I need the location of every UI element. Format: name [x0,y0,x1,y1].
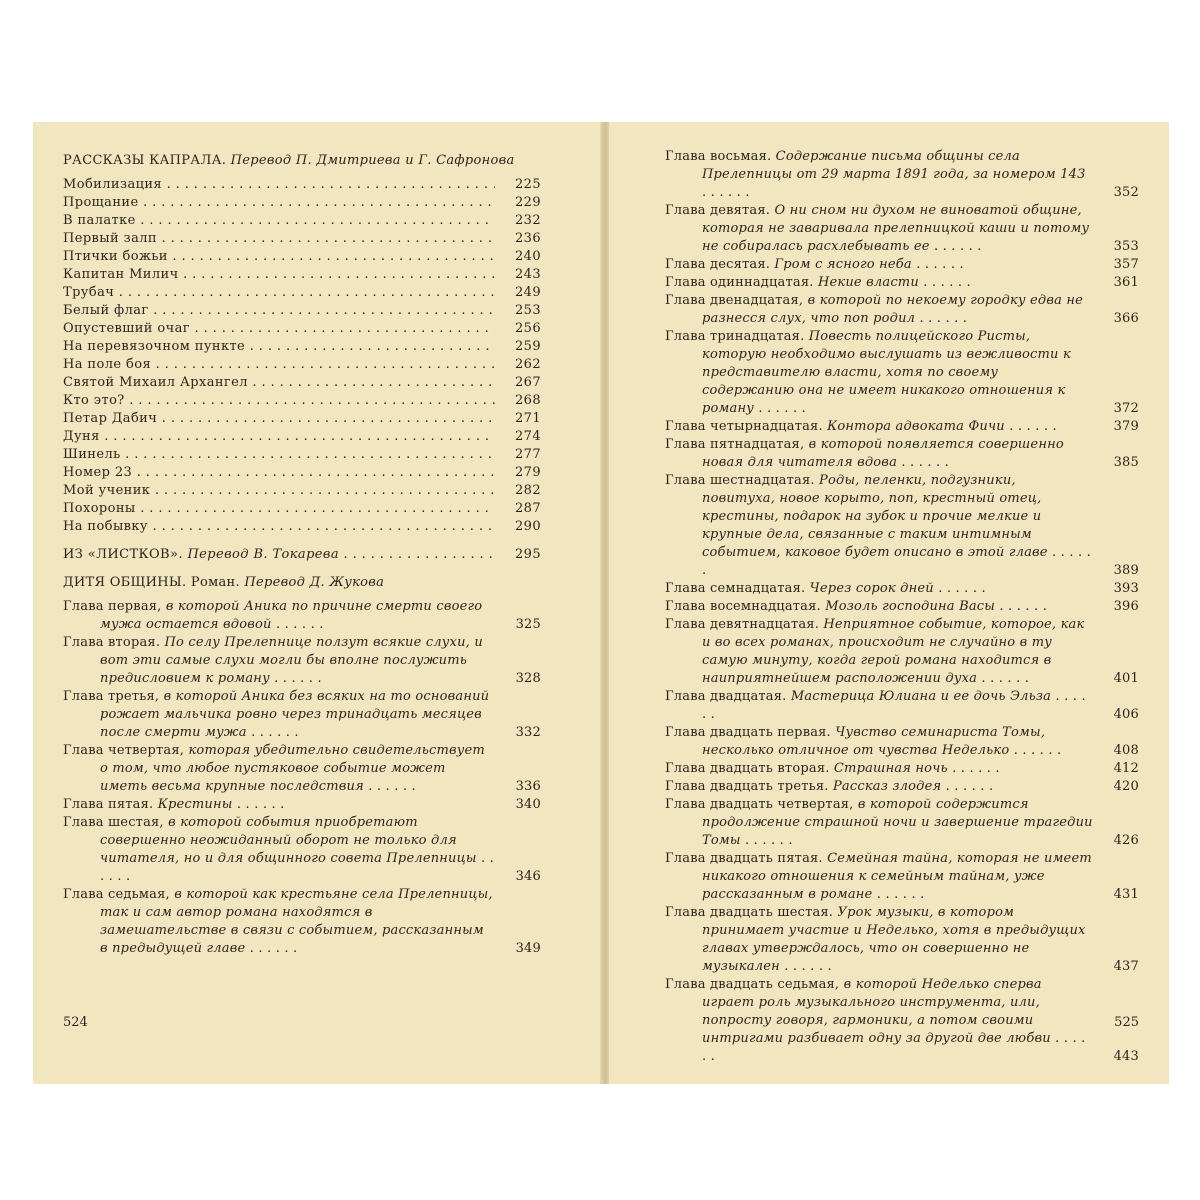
page-number: 328 [515,671,541,686]
chapter-label: Глава двадцать третья. [665,779,829,794]
chapter-label: Глава девятнадцатая. [665,617,820,632]
chapter-entry [665,256,1139,274]
entry-title: Мой ученик . . [63,482,495,500]
chapter-list [665,148,1139,1066]
page-number: 259 [514,339,541,354]
page-number: 406 [1113,707,1139,722]
chapter-title: Урок музыки, в котором принимает участие и Неделько, хотя в предыдущих главах утверждалось, что он совершенно не музыкален [702,905,1086,974]
toc-entry [63,176,541,194]
chapter-label: Глава тринадцатая. [665,329,805,344]
page-number: 431 [1113,887,1139,902]
left-page [33,122,603,1084]
chapter-text: Глава двадцать пятая. Семейная тайна, которая не имеет никакого отношения к семейным тайнам, уже рассказанным в романе . . . . . . [665,851,1092,902]
page-number: 279 [514,465,541,480]
chapter-title: Контора адвоката Фичи [827,419,1005,434]
chapter-title: Рассказ злодея [832,779,942,794]
chapter-title: О ни сном ни духом не виноватой общине, которая не заваривала прелепницкой каши и потому не собиралась расхлебывать ее [702,203,1090,254]
chapter-label: Глава двенадцатая, [665,293,804,308]
page-number: 325 [515,617,541,632]
chapter-entry [63,634,541,688]
page-number: 267 [514,375,541,390]
section-genre: Роман. [190,575,240,590]
toc-entry [63,500,541,518]
page-number: 426 [1113,833,1139,848]
toc-entry [63,410,541,428]
chapter-title: в которой появляется совершенно новая для читателя вдова [702,437,1064,470]
chapter-title: в которой события приобретают совершенно неожиданный оборот не только для читателя, но и для общинного совета Прелепницы [100,815,477,866]
chapter-entry [63,886,541,958]
chapter-title: Гром с ясного неба [774,257,912,272]
entry-title: Мобилизация . . [63,176,495,194]
chapter-title: в которой Неделько сперва играет роль музыкального инструмента, или, попросту говоря, гармоники, а потом своими интригами разбивает одну за другой две любви [702,977,1051,1046]
chapter-title: Через сорок дней [809,581,934,596]
section-translator: Перевод В. Токарева [187,547,340,562]
page-number: 379 [1113,419,1139,434]
page-number: 443 [1113,1049,1139,1064]
page-number: 437 [1113,959,1139,974]
entry-title: Петар Дабич . . [63,410,495,428]
chapter-text: Глава шестнадцатая. Роды, пеленки, подгузники, повитуха, новое корыто, поп, крестный отец, крестины, подарок на зубок и прочие мелкие и крупные дела, связанные с таким интимным событием, каковое будет описано в этой главе . . . . . . [665,473,1092,578]
chapter-entry [665,616,1139,688]
chapter-text: Глава семнадцатая. Через сорок дней . . . . . . [665,581,986,596]
toc-entry [63,248,541,266]
chapter-label: Глава двадцать шестая. [665,905,834,920]
page-number: 236 [514,231,541,246]
section-iz-listkov [63,546,541,564]
chapter-text: Глава тринадцатая. Повесть полицейского Ристы, которую необходимо выслушать из вежливости к представителю власти, хотя по своему содержанию она не имеет никакого отношения к роману . . . . . . [665,329,1071,416]
chapter-text: Глава восемнадцатая. Мозоль господина Васы . . . . . . [665,599,1048,614]
toc-entry [63,320,541,338]
chapter-text: Глава четвертая, которая убедительно свидетельствует о том, что любое пустяковое событие может иметь весьма крупные последствия . . . . . . [63,743,485,794]
entry-title: Опустевший очаг . . [63,320,495,338]
toc-entry [63,230,541,248]
section-translator: Перевод Д. Жукова [244,575,385,590]
page-number: 336 [515,779,541,794]
page-number: 287 [514,501,541,516]
chapter-text: Глава десятая. Гром с ясного неба . . . . . . [665,257,964,272]
page-number: 340 [515,797,541,812]
entry-title: Святой Михаил Архангел . . [63,374,495,392]
chapter-entry [665,598,1139,616]
chapter-entry [665,724,1139,760]
entry-title: В палатке . . [63,212,495,230]
page-folio: 525 [1114,1015,1139,1030]
toc-entry [63,428,541,446]
page-number: 349 [515,941,541,956]
chapter-entry [665,796,1139,850]
chapter-label: Глава четвертая, [63,743,185,758]
page-number: 249 [514,285,541,300]
chapter-entry [665,328,1139,418]
chapter-label: Глава восьмая. [665,149,772,164]
toc-entry [63,338,541,356]
page-number: 225 [514,177,541,192]
page-number: 240 [514,249,541,264]
chapter-entry [665,148,1139,202]
chapter-title: в которой как крестьяне села Прелепницы, так и сам автор романа находятся в замешательстве в связи с событием, рассказанным в предыдущей главе [100,887,493,956]
chapter-label: Глава первая, [63,599,162,614]
entry-title: Птички божьи . . [63,248,495,266]
page-number: 352 [1113,185,1139,200]
entry-title: Дуня . . [63,428,495,446]
chapter-label: Глава пятнадцатая, [665,437,805,452]
page-number: 229 [514,195,541,210]
chapter-entry [63,796,541,814]
entry-title: Прощание . . [63,194,495,212]
chapter-label: Глава двадцать вторая. [665,761,830,776]
page-number: 357 [1113,257,1139,272]
toc-entry [63,194,541,212]
right-page [609,122,1169,1084]
chapter-entry [665,436,1139,472]
chapter-text: Глава шестая, в которой события приобретают совершенно неожиданный оборот не только для читателя, но и для общинного совета Прелепницы . . . . . . [63,815,495,884]
entry-title: Капитан Милич . . [63,266,495,284]
chapter-list [63,598,541,958]
chapter-title: Неприятное событие, которое, как и во всех романах, происходит не случайно в ту самую минуту, когда герой романа находится в наиприятнейшем расположении духа [702,617,1085,686]
toc-entry [63,212,541,230]
chapter-text: Глава пятая. Крестины . . . . . . [63,797,285,812]
chapter-text: Глава четырнадцатая. Контора адвоката Фичи . . . . . . [665,419,1057,434]
page-number: 346 [515,869,541,884]
chapter-text: Глава одиннадцатая. Некие власти . . . . . . [665,275,971,290]
entry-title: Шинель . . [63,446,495,464]
chapter-label: Глава шестнадцатая. [665,473,815,488]
toc-entry [63,302,541,320]
chapter-title: Страшная ночь [833,761,948,776]
chapter-entry [665,418,1139,436]
toc-entry [63,284,541,302]
section-translator: Перевод П. Дмитриева и Г. Сафронова [230,153,515,168]
chapter-text: Глава вторая. По селу Прелепнице ползут всякие слухи, и вот эти самые слухи могли бы вполне послужить предисловием к роману . . . . . . [63,635,483,686]
chapter-entry [63,688,541,742]
page-number: 389 [1113,563,1139,578]
chapter-label: Глава двадцатая. [665,689,787,704]
page-number: 361 [1113,275,1139,290]
chapter-text: Глава двадцатая. Мастерица Юлиана и ее дочь Эльза . . . . . . [665,689,1086,722]
chapter-title: Семейная тайна, которая не имеет никакого отношения к семейным тайнам, уже рассказанным в романе [702,851,1092,902]
chapter-title: в которой Аника без всяких на то оснований рожает мальчика ровно через тринадцать месяцев после смерти мужа [100,689,490,740]
chapter-label: Глава девятая. [665,203,771,218]
chapter-label: Глава седьмая, [63,887,170,902]
story-list [63,176,541,536]
toc-entry [63,482,541,500]
chapter-label: Глава двадцать первая. [665,725,831,740]
page-number: 290 [514,519,541,534]
chapter-title: Повесть полицейского Ристы, которую необходимо выслушать из вежливости к представителю власти, хотя по своему содержанию она не имеет никакого отношения к роману [702,329,1071,416]
chapter-entry [665,688,1139,724]
page-number: 372 [1113,401,1139,416]
page-number: 412 [1113,761,1139,776]
chapter-text: Глава седьмая, в которой как крестьяне села Прелепницы, так и сам автор романа находятся в замешательстве в связи с событием, рассказанным в предыдущей главе . . . . . . [63,887,493,956]
chapter-title: По селу Прелепнице ползут всякие слухи, и вот эти самые слухи могли бы вполне послужить предисловием к роману [100,635,483,686]
page-number: 268 [514,393,541,408]
section-title: ИЗ «ЛИСТКОВ». [63,547,183,562]
chapter-text: Глава пятнадцатая, в которой появляется совершенно новая для читателя вдова . . . . . . [665,437,1064,470]
toc-entry [63,356,541,374]
chapter-entry [63,814,541,886]
chapter-label: Глава шестая, [63,815,164,830]
toc-entry [63,374,541,392]
chapter-title: в которой по некоему городку едва не разнесся слух, что поп родил [702,293,1084,326]
chapter-label: Глава четырнадцатая. [665,419,823,434]
chapter-label: Глава третья, [63,689,160,704]
chapter-entry [665,904,1139,976]
chapter-label: Глава пятая. [63,797,154,812]
chapter-entry [665,274,1139,292]
chapter-entry [665,760,1139,778]
chapter-title: Роды, пеленки, подгузники, повитуха, новое корыто, поп, крестный отец, крестины, подарок на зубок и прочие мелкие и крупные дела, связанные с таким интимным событием, каковое будет описано в этой главе [702,473,1048,560]
chapter-entry [665,472,1139,580]
entry-title: На побывку . . [63,518,495,536]
chapter-title: Содержание письма общины села Прелепницы от 29 марта 1891 года, за номером 143 [702,149,1086,182]
chapter-title: в которой содержится продолжение страшной ночи и завершение трагедии Томы [702,797,1093,848]
chapter-label: Глава вторая. [63,635,161,650]
page-number: 401 [1113,671,1139,686]
toc-entry [63,392,541,410]
toc-entry [63,266,541,284]
chapter-entry [63,742,541,796]
chapter-entry [665,292,1139,328]
chapter-text: Глава двадцать вторая. Страшная ночь . . . . . . [665,761,1000,776]
entry-title: Первый залп . . [63,230,495,248]
chapter-entry [665,202,1139,256]
chapter-title: Мозоль господина Васы [825,599,996,614]
chapter-title: Некие власти [817,275,919,290]
entry-title: Белый флаг . . [63,302,495,320]
chapter-label: Глава двадцать четвертая, [665,797,854,812]
page-number: 396 [1113,599,1139,614]
chapter-entry [665,580,1139,598]
entry-title: Трубач . . [63,284,495,302]
chapter-text: Глава восьмая. Содержание письма общины села Прелепницы от 29 марта 1891 года, за номером 143 . . . . . . [665,149,1086,200]
chapter-label: Глава десятая. [665,257,771,272]
page-number: 262 [514,357,541,372]
chapter-text: Глава двадцать шестая. Урок музыки, в котором принимает участие и Неделько, хотя в предыдущих главах утверждалось, что он совершенно не музыкален . . . . . . [665,905,1086,974]
chapter-label: Глава восемнадцатая. [665,599,821,614]
chapter-label: Глава одиннадцатая. [665,275,814,290]
chapter-entry [63,598,541,634]
section-ditya-obshchiny [63,574,541,592]
chapter-label: Глава двадцать седьмая, [665,977,840,992]
chapter-label: Глава двадцать пятая. [665,851,823,866]
page-number: 393 [1113,581,1139,596]
page-folio: 524 [63,1015,88,1030]
section-title: РАССКАЗЫ КАПРАЛА. [63,153,227,168]
page-number: 232 [514,213,541,228]
entry-title: Кто это? . . [63,392,495,410]
entry-title: Похороны . . [63,500,495,518]
chapter-title: которая убедительно свидетельствует о том, что любое пустяковое событие может иметь весьма крупные последствия [100,743,485,794]
chapter-title: в которой Аника по причине смерти своего мужа остается вдовой [100,599,483,632]
page-number: 295 [514,547,541,562]
chapter-text: Глава двадцать первая. Чувство семинариста Томы, несколько отличное от чувства Неделько . . . . . . [665,725,1062,758]
entry-title: На перевязочном пункте . . [63,338,495,356]
chapter-title: Чувство семинариста Томы, несколько отличное от чувства Неделько [702,725,1046,758]
chapter-title: Крестины [157,797,233,812]
chapter-label: Глава семнадцатая. [665,581,806,596]
page-number: 353 [1113,239,1139,254]
section-title: ДИТЯ ОБЩИНЫ. [63,575,187,590]
page-number: 282 [514,483,541,498]
toc-entry [63,518,541,536]
section-rasskazy-kaprala [63,152,541,170]
page-number: 277 [514,447,541,462]
chapter-text: Глава девятая. О ни сном ни духом не виноватой общине, которая не заваривала прелепницкой каши и потому не собиралась расхлебывать ее . . . . . . [665,203,1090,254]
entry-title: На поле боя . . [63,356,495,374]
page-number: 408 [1113,743,1139,758]
page-number: 243 [514,267,541,282]
chapter-entry [665,850,1139,904]
chapter-text: Глава двадцать третья. Рассказ злодея . . . . . . [665,779,994,794]
toc-entry [63,446,541,464]
chapter-text: Глава двадцать четвертая, в которой содержится продолжение страшной ночи и завершение трагедии Томы . . . . . . [665,797,1093,848]
toc-entry [63,464,541,482]
page-number: 253 [514,303,541,318]
chapter-text: Глава девятнадцатая. Неприятное событие, которое, как и во всех романах, происходит не случайно в ту самую минуту, когда герой романа находится в наиприятнейшем расположении духа . . . . . . [665,617,1085,686]
page-number: 274 [514,429,541,444]
chapter-entry [665,778,1139,796]
page-number: 271 [514,411,541,426]
entry-title: Номер 23 . . [63,464,495,482]
chapter-entry [665,976,1139,1066]
page-number: 420 [1113,779,1139,794]
page-number: 256 [514,321,541,336]
chapter-title: Мастерица Юлиана и ее дочь Эльза [790,689,1052,704]
page-number: 366 [1113,311,1139,326]
page-number: 385 [1113,455,1139,470]
page-number: 332 [515,725,541,740]
chapter-text: Глава двадцать седьмая, в которой Неделько сперва играет роль музыкального инструмента, или, попросту говоря, гармоники, а потом своими интригами разбивает одну за другой две любви . . . . . . [665,977,1086,1064]
chapter-text: Глава первая, в которой Аника по причине смерти своего мужа остается вдовой . . . . . . [63,599,483,632]
chapter-text: Глава двенадцатая, в которой по некоему городку едва не разнесся слух, что поп родил . . . . . . [665,293,1084,326]
chapter-text: Глава третья, в которой Аника без всяких на то оснований рожает мальчика ровно через тринадцать месяцев после смерти мужа . . . . . . [63,689,490,740]
